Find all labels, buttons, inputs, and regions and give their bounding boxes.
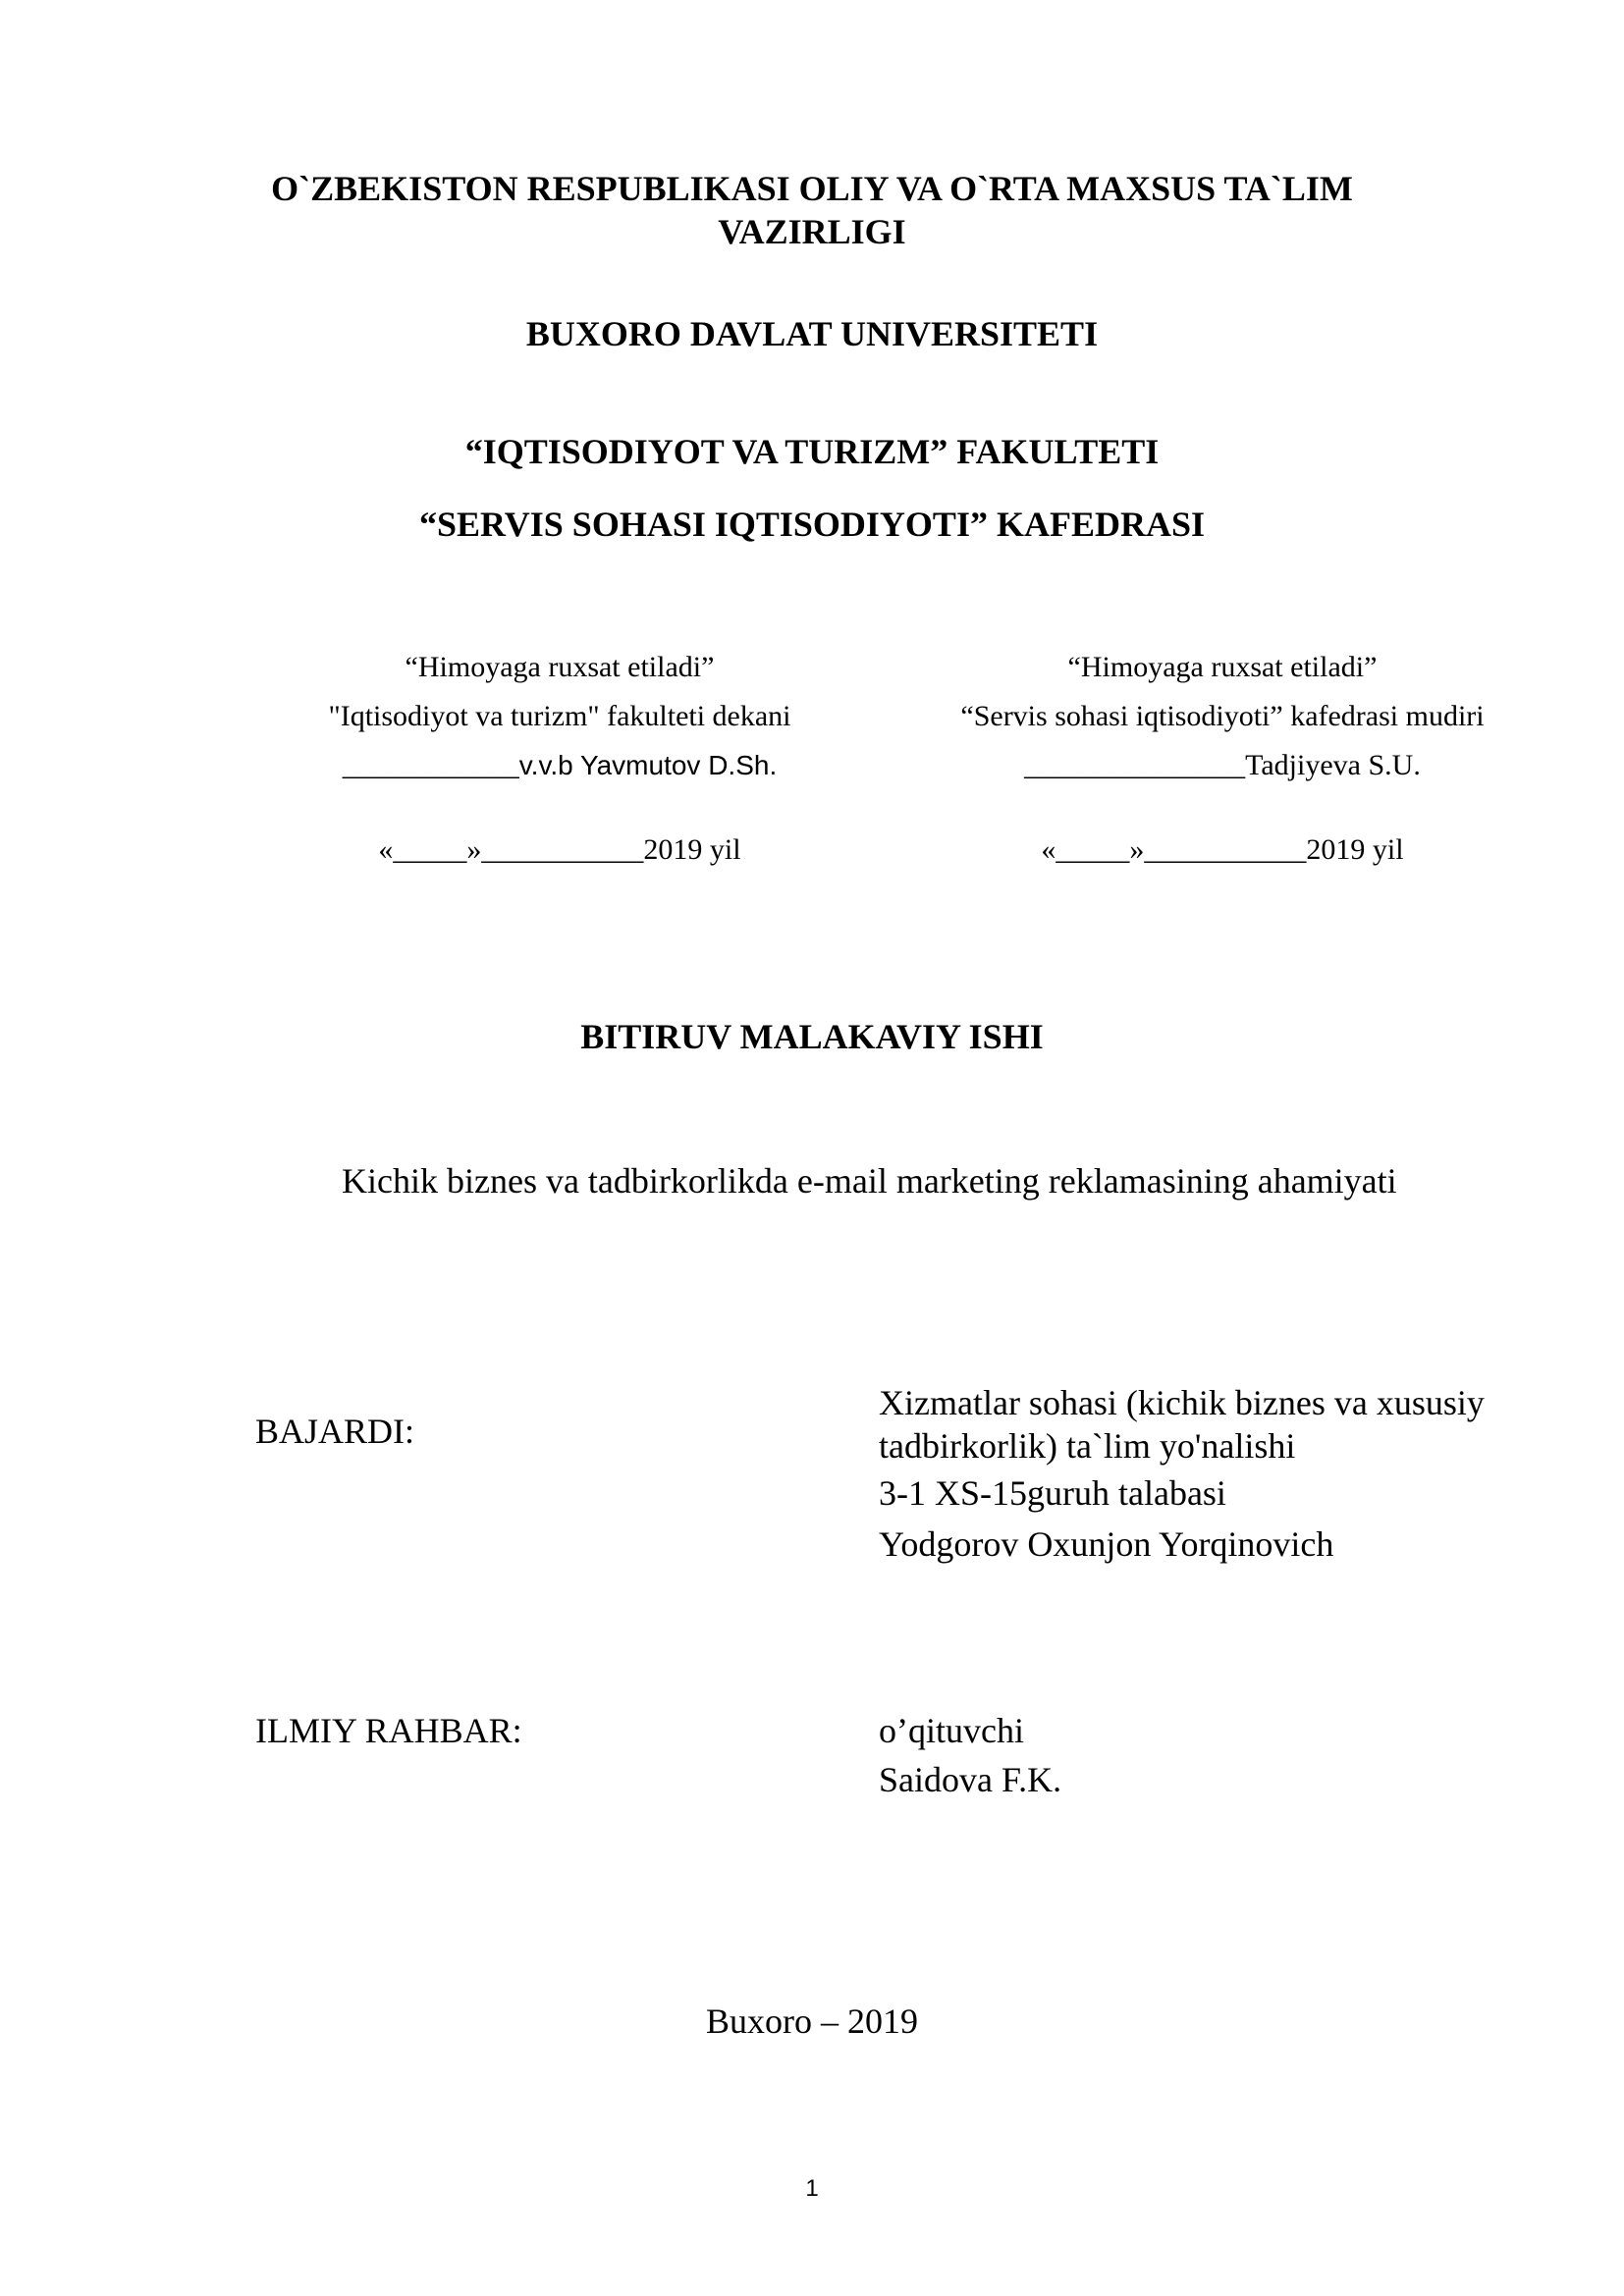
- approval-left-line2: "Iqtisodiyot va turizm" fakulteti dekani: [328, 700, 791, 732]
- approval-right-signature: [893, 741, 1551, 790]
- signature-line: _______________: [1024, 749, 1246, 781]
- faculty-name: “IQTISODIYOT VA TURIZM” FAKULTETI: [464, 432, 1160, 471]
- approval-right-line2: “Servis sohasi iqtisodiyoti” kafedrasi mudiri: [960, 700, 1485, 732]
- approver-name: v.v.b Yavmutov D.Sh.: [518, 750, 778, 780]
- place-and-year: Buxoro – 2019: [706, 2002, 918, 2041]
- supervisor-name: Saidova F.K.: [879, 1760, 1062, 1799]
- approval-left-date: «_____»___________2019 yil: [378, 833, 741, 866]
- page-number: 1: [805, 2175, 819, 2202]
- work-topic: Kichik biznes va tadbirkorlikda e-mail marketing reklamasining ahamiyati: [342, 1161, 1397, 1201]
- supervisor-details: [879, 1706, 1061, 1804]
- approval-right-date: «_____»___________2019 yil: [1041, 833, 1404, 866]
- signature-line: ____________: [342, 749, 519, 781]
- supervisor-label: ILMIY RAHBAR:: [255, 1711, 522, 1750]
- department-name: “SERVIS SOHASI IQTISODIYOTI” KAFEDRASI: [419, 505, 1205, 544]
- performer-label: BAJARDI:: [255, 1412, 415, 1451]
- approver-name: Tadjiyeva S.U.: [1245, 749, 1421, 781]
- ministry-title-line2: VAZIRLIGI: [718, 212, 906, 251]
- performer-name: Yodgorov Oxunjon Yorqinovich: [879, 1524, 1334, 1564]
- university-name: BUXORO DAVLAT UNIVERSITETI: [525, 314, 1099, 353]
- approval-left-signature: [255, 741, 864, 790]
- approval-block-right: [893, 643, 1551, 875]
- performer-details: [879, 1381, 1485, 1570]
- ministry-title-line1: O`ZBEKISTON RESPUBLIKASI OLIY VA O`RTA MAXSUS TA`LIM: [271, 169, 1353, 208]
- approval-right-line1: “Himoyaga ruxsat etiladi”: [1067, 651, 1378, 683]
- performer-program-line2: tadbirkorlik) ta`lim yo'nalishi: [879, 1426, 1296, 1466]
- supervisor-title: o’qituvchi: [879, 1711, 1024, 1750]
- approval-block-left: [255, 643, 864, 875]
- work-type-title: BITIRUV MALAKAVIY ISHI: [580, 1017, 1044, 1056]
- performer-program-line1: Xizmatlar sohasi (kichik biznes va xususiy: [879, 1383, 1485, 1422]
- performer-group: 3-1 XS-15guruh talabasi: [879, 1473, 1226, 1513]
- approval-left-line1: “Himoyaga ruxsat etiladi”: [405, 651, 715, 683]
